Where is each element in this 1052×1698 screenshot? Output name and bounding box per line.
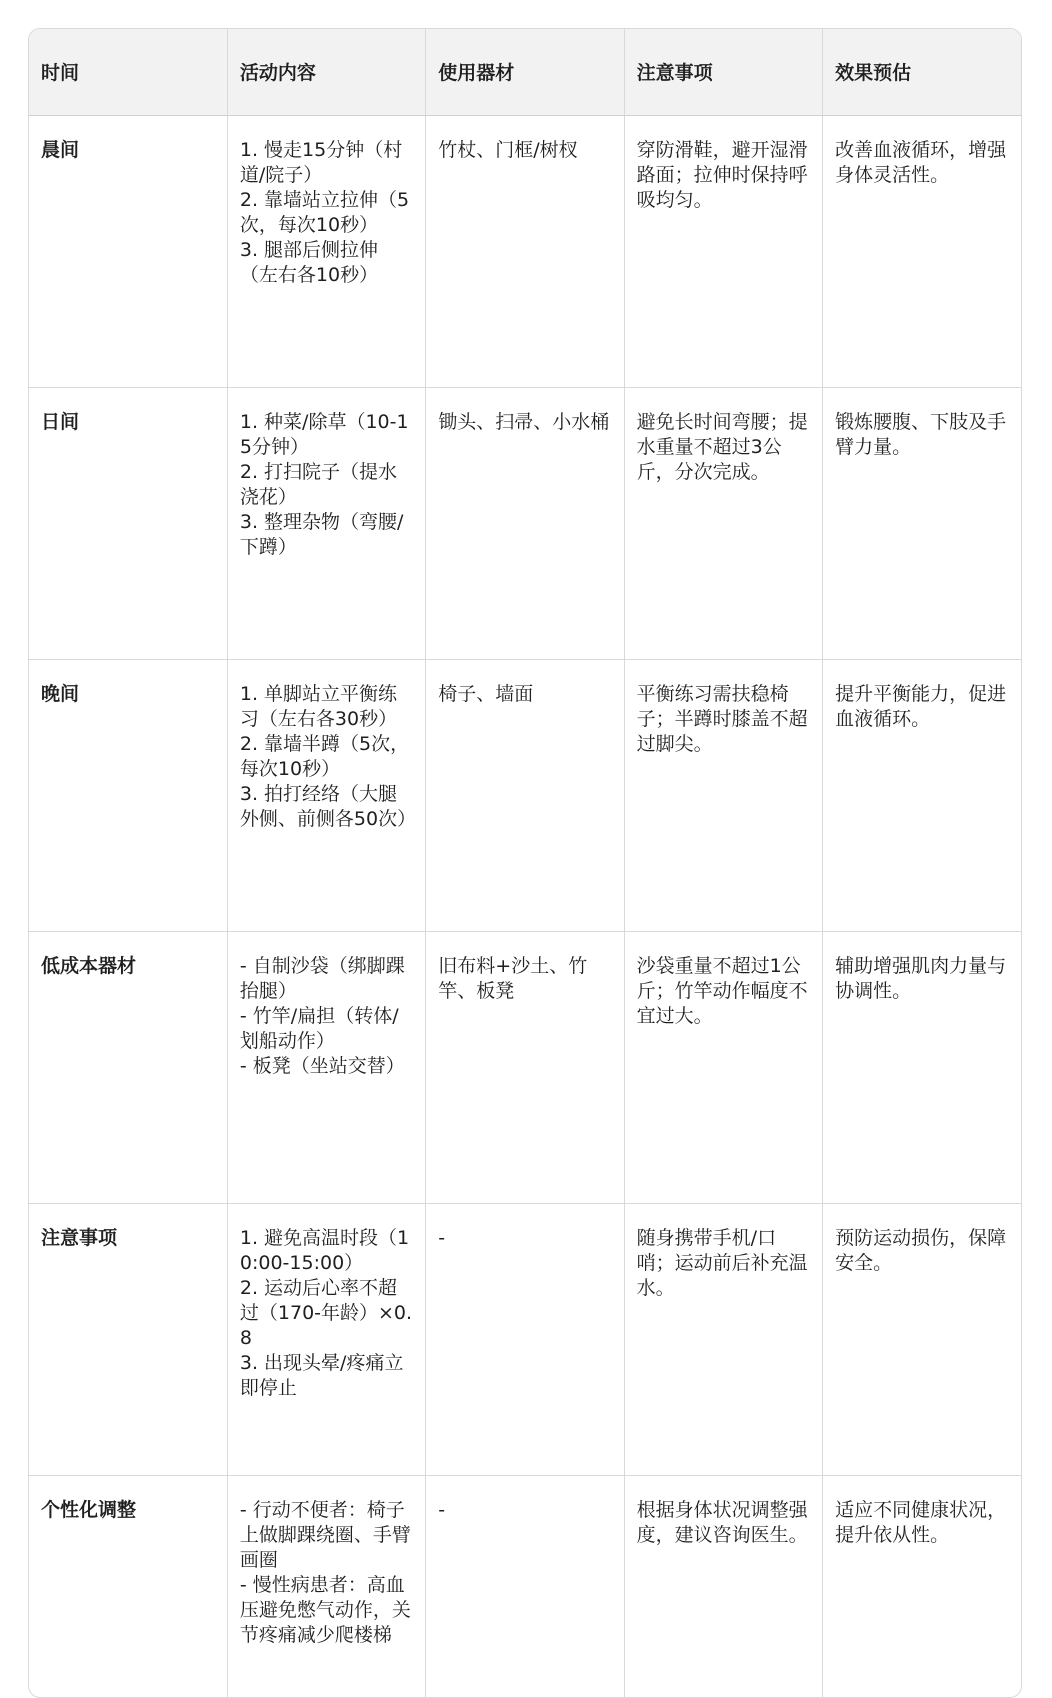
cell-notes: 平衡练习需扶稳椅子；半蹲时膝盖不超过脚尖。 [624, 659, 822, 931]
cell-notes: 穿防滑鞋，避开湿滑路面；拉伸时保持呼吸均匀。 [624, 115, 822, 387]
cell-time: 个性化调整 [29, 1475, 227, 1698]
table-header-row [29, 29, 1021, 115]
table-row [29, 1203, 1021, 1475]
cell-equipment: - [426, 1203, 624, 1475]
table-row [29, 1475, 1021, 1698]
cell-activity: 1. 单脚站立平衡练习（左右各30秒） 2. 靠墙半蹲（5次，每次10秒） 3. 拍打经络（大腿外侧、前侧各50次） [227, 659, 425, 931]
cell-effect: 锻炼腰腹、下肢及手臂力量。 [823, 387, 1021, 659]
table-row [29, 931, 1021, 1203]
header-notes: 注意事项 [624, 29, 822, 115]
cell-equipment: - [426, 1475, 624, 1698]
header-activity: 活动内容 [227, 29, 425, 115]
cell-effect: 辅助增强肌肉力量与协调性。 [823, 931, 1021, 1203]
cell-effect: 适应不同健康状况，提升依从性。 [835, 1498, 1007, 1546]
table-row [29, 115, 1021, 387]
cell-time: 晚间 [29, 659, 227, 931]
table-row [29, 387, 1021, 659]
header-effect: 效果预估 [823, 29, 1021, 115]
cell-equipment: 锄头、扫帚、小水桶 [426, 387, 624, 659]
cell-equipment: 椅子、墙面 [426, 659, 624, 931]
cell-activity: - 行动不便者：椅子上做脚踝绕圈、手臂画圈 - 慢性病患者：高血压避免憋气动作，关节疼痛减少爬楼梯 [227, 1475, 425, 1698]
cell-effect: 预防运动损伤，保障安全。 [823, 1203, 1021, 1475]
cell-notes: 沙袋重量不超过1公斤；竹竿动作幅度不宜过大。 [624, 931, 822, 1203]
cell-activity: - 自制沙袋（绑脚踝抬腿） - 竹竿/扁担（转体/划船动作） - 板凳（坐站交替） [227, 931, 425, 1203]
cell-effect: 提升平衡能力，促进血液循环。 [823, 659, 1021, 931]
cell-equipment: 竹杖、门框/树杈 [426, 115, 624, 387]
cell-activity: 1. 避免高温时段（10:00-15:00） 2. 运动后心率不超过（170-年龄）×0.8 3. 出现头晕/疼痛立即停止 [227, 1203, 425, 1475]
cell-activity: 1. 种菜/除草（10-15分钟） 2. 打扫院子（提水浇花） 3. 整理杂物（弯腰/下蹲） [227, 387, 425, 659]
cell-time: 晨间 [29, 115, 227, 387]
cell-notes: 随身携带手机/口哨；运动前后补充温水。 [624, 1203, 822, 1475]
cell-notes: 根据身体状况调整强度，建议咨询医生。 [624, 1475, 822, 1698]
schedule-table-container [28, 28, 1022, 1698]
cell-activity: 1. 慢走15分钟（村道/院子） 2. 靠墙站立拉伸（5次，每次10秒） 3. 腿部后侧拉伸（左右各10秒） [227, 115, 425, 387]
cell-effect: 改善血液循环，增强身体灵活性。 [823, 115, 1021, 387]
cell-equipment: 旧布料+沙土、竹竿、板凳 [426, 931, 624, 1203]
header-time: 时间 [29, 29, 227, 115]
table-row [29, 659, 1021, 931]
cell-notes: 避免长时间弯腰；提水重量不超过3公斤，分次完成。 [624, 387, 822, 659]
schedule-table [29, 29, 1021, 1698]
cell-time: 日间 [29, 387, 227, 659]
cell-time: 注意事项 [29, 1203, 227, 1475]
cell-time: 低成本器材 [29, 931, 227, 1203]
header-equipment: 使用器材 [426, 29, 624, 115]
